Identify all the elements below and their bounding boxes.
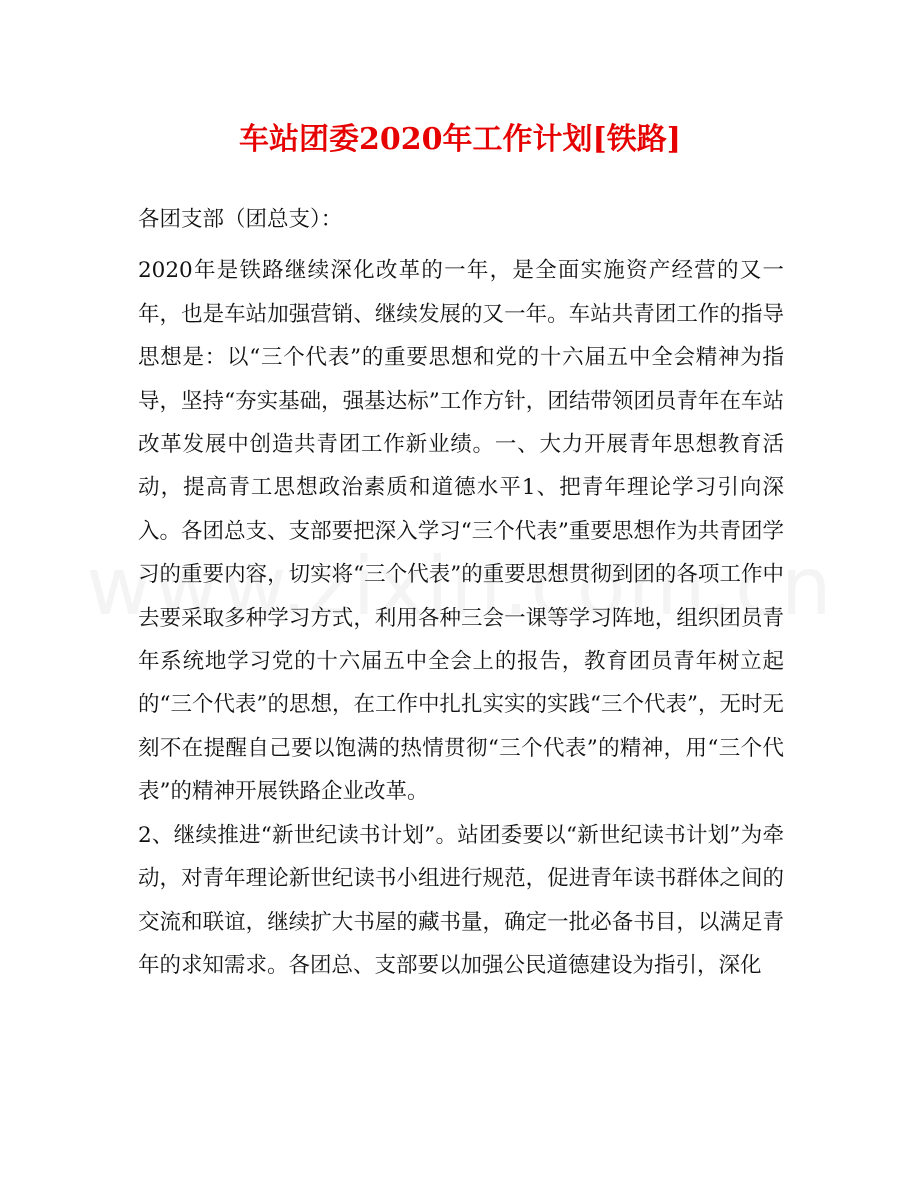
page-title: 车站团委2020年工作计划[铁路] <box>239 122 681 157</box>
paragraph-1: 2020年是铁路继续深化改革的一年，是全面实施资产经营的又一年，也是车站加强营销、继续发展的又一年。车站共青团工作的指导思想是：以“三个代表”的重要思想和党的十六届五中全会精神为指导，坚持“夯实基础，强基达标”工作方针，团结带领团员青年在车站改革发展中创造共青团工作新业绩。一、大力开展青年思想教育活动，提高青工思想政治素质和道德水平1、把青年理论学习引向深入。各团总支、支部要把深入学习“三个代表”重要思想作为共青团学习的重要内容，切实将“三个代表”的重要思想贯彻到团的各项工作中去要采取多种学习方式，利用各种三会一课等学习阵地，组织团员青年系统地学习党的十六届五中全会上的报告，教育团员青年树立起的“三个代表”的思想，在工作中扎扎实实的实践“三个代表”，无时无刻不在提醒自己要以饱满的热情贯彻“三个代表”的精神，用“三个代表”的精神开展铁路企业改革。 <box>138 258 784 805</box>
salutation: 各团支部（团总支）： <box>138 207 343 232</box>
paragraph-2: 2、继续推进“新世纪读书计划”。站团委要以“新世纪读书计划”为牵动，对青年理论新世纪读书小组进行规范，促进青年读书群体之间的交流和联谊，继续扩大书屋的藏书量，确定一批必备书目，以满足青年的求知需求。各团总、支部要以加强公民道德建设为指引，深化 <box>138 822 784 978</box>
document-body <box>138 198 784 987</box>
